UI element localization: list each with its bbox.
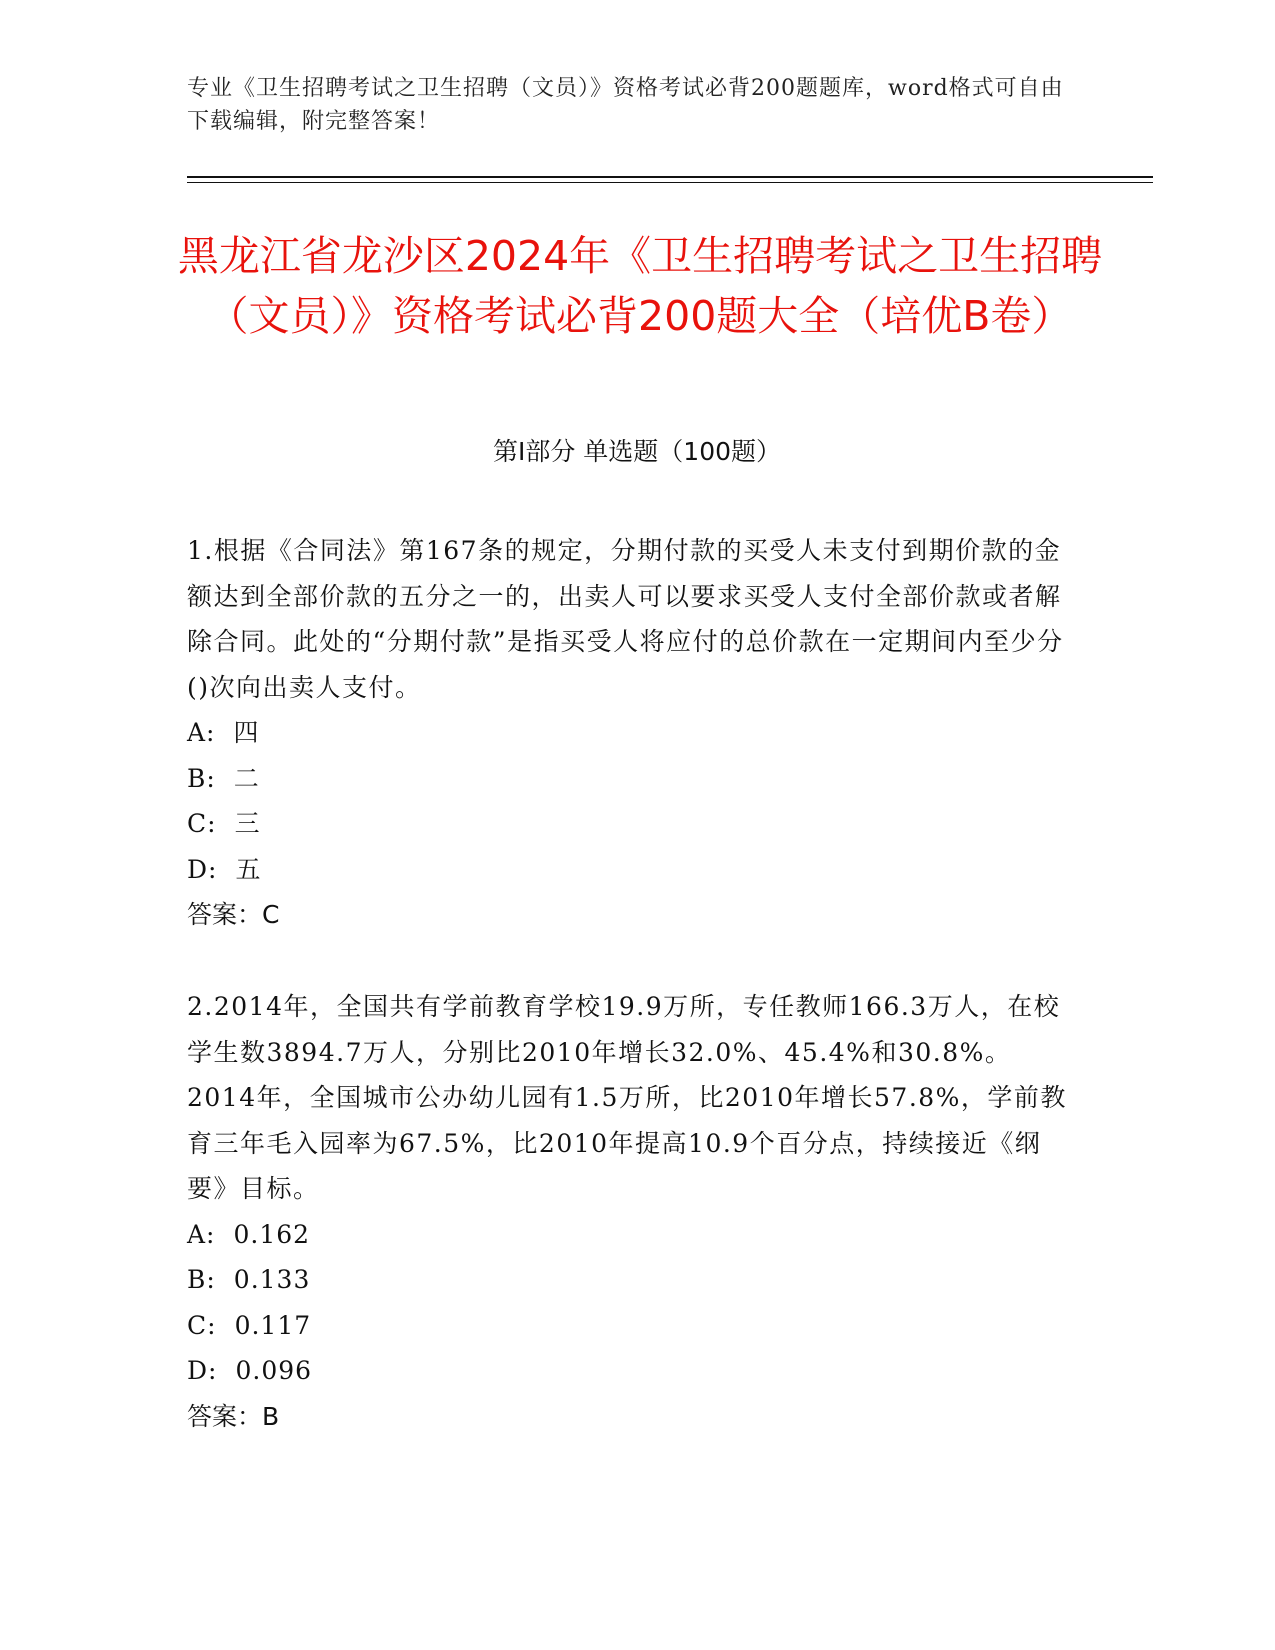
- option-label: C:: [187, 1310, 217, 1340]
- option-text: 三: [234, 809, 261, 838]
- option-label: D:: [187, 1356, 218, 1385]
- option-d: [187, 1348, 1077, 1394]
- option-b: [187, 756, 1077, 802]
- question-stem: 1.根据《合同法》第167条的规定，分期付款的买受人未支付到期价款的金额达到全部价款的五分之一的，出卖人可以要求买受人支付全部价款或者解除合同。此处的“分期付款”是指买受人将应付的总价款在一定期间内至少分()次向出卖人支付。: [187, 536, 1064, 702]
- option-label: A:: [187, 1219, 216, 1249]
- option-text: 四: [233, 718, 260, 747]
- section-heading: 第Ⅰ部分 单选题（100题）: [492, 437, 782, 466]
- option-a: [187, 1212, 1077, 1258]
- option-d: [187, 847, 1077, 893]
- option-label: C:: [187, 809, 217, 838]
- option-label: B:: [187, 763, 216, 793]
- document-title: 黑龙江省龙沙区2024年《卫生招聘考试之卫生招聘（文员）》资格考试必背200题大全（培优B卷）: [177, 232, 1103, 340]
- question-1: [187, 528, 1077, 938]
- option-a: [187, 710, 1077, 756]
- option-label: A:: [187, 718, 216, 747]
- question-stem: 2.2014年，全国共有学前教育学校19.9万所，专任教师166.3万人，在校学生数3894.7万人，分别比2010年增长32.0%、45.4%和30.8%。2014年，全国城市公办幼儿园有1.5万所，比2010年增长57.8%，学前教育三年毛入园率为67.5%，比2010年提高10.9个百分点，持续接近《纲要》目标。: [187, 992, 1067, 1203]
- question-2: [187, 984, 1077, 1439]
- header-rule-thick: [187, 176, 1153, 178]
- option-c: [187, 1303, 1077, 1349]
- option-text: 二: [233, 763, 260, 793]
- option-c: [187, 801, 1077, 847]
- header-rule-thin: [187, 182, 1153, 183]
- option-label: D:: [187, 854, 218, 884]
- answer: 答案：C: [187, 900, 280, 929]
- answer: 答案：B: [187, 1401, 280, 1431]
- header-note: 专业《卫生招聘考试之卫生招聘（文员）》资格考试必背200题题库，word格式可自由下载编辑，附完整答案！: [187, 76, 1064, 134]
- option-text: 0.117: [234, 1310, 312, 1340]
- option-label: B:: [187, 1265, 216, 1294]
- option-text: 0.096: [235, 1356, 313, 1385]
- option-b: [187, 1257, 1077, 1303]
- option-text: 五: [235, 854, 262, 884]
- option-text: 0.133: [233, 1265, 311, 1294]
- option-text: 0.162: [233, 1219, 311, 1249]
